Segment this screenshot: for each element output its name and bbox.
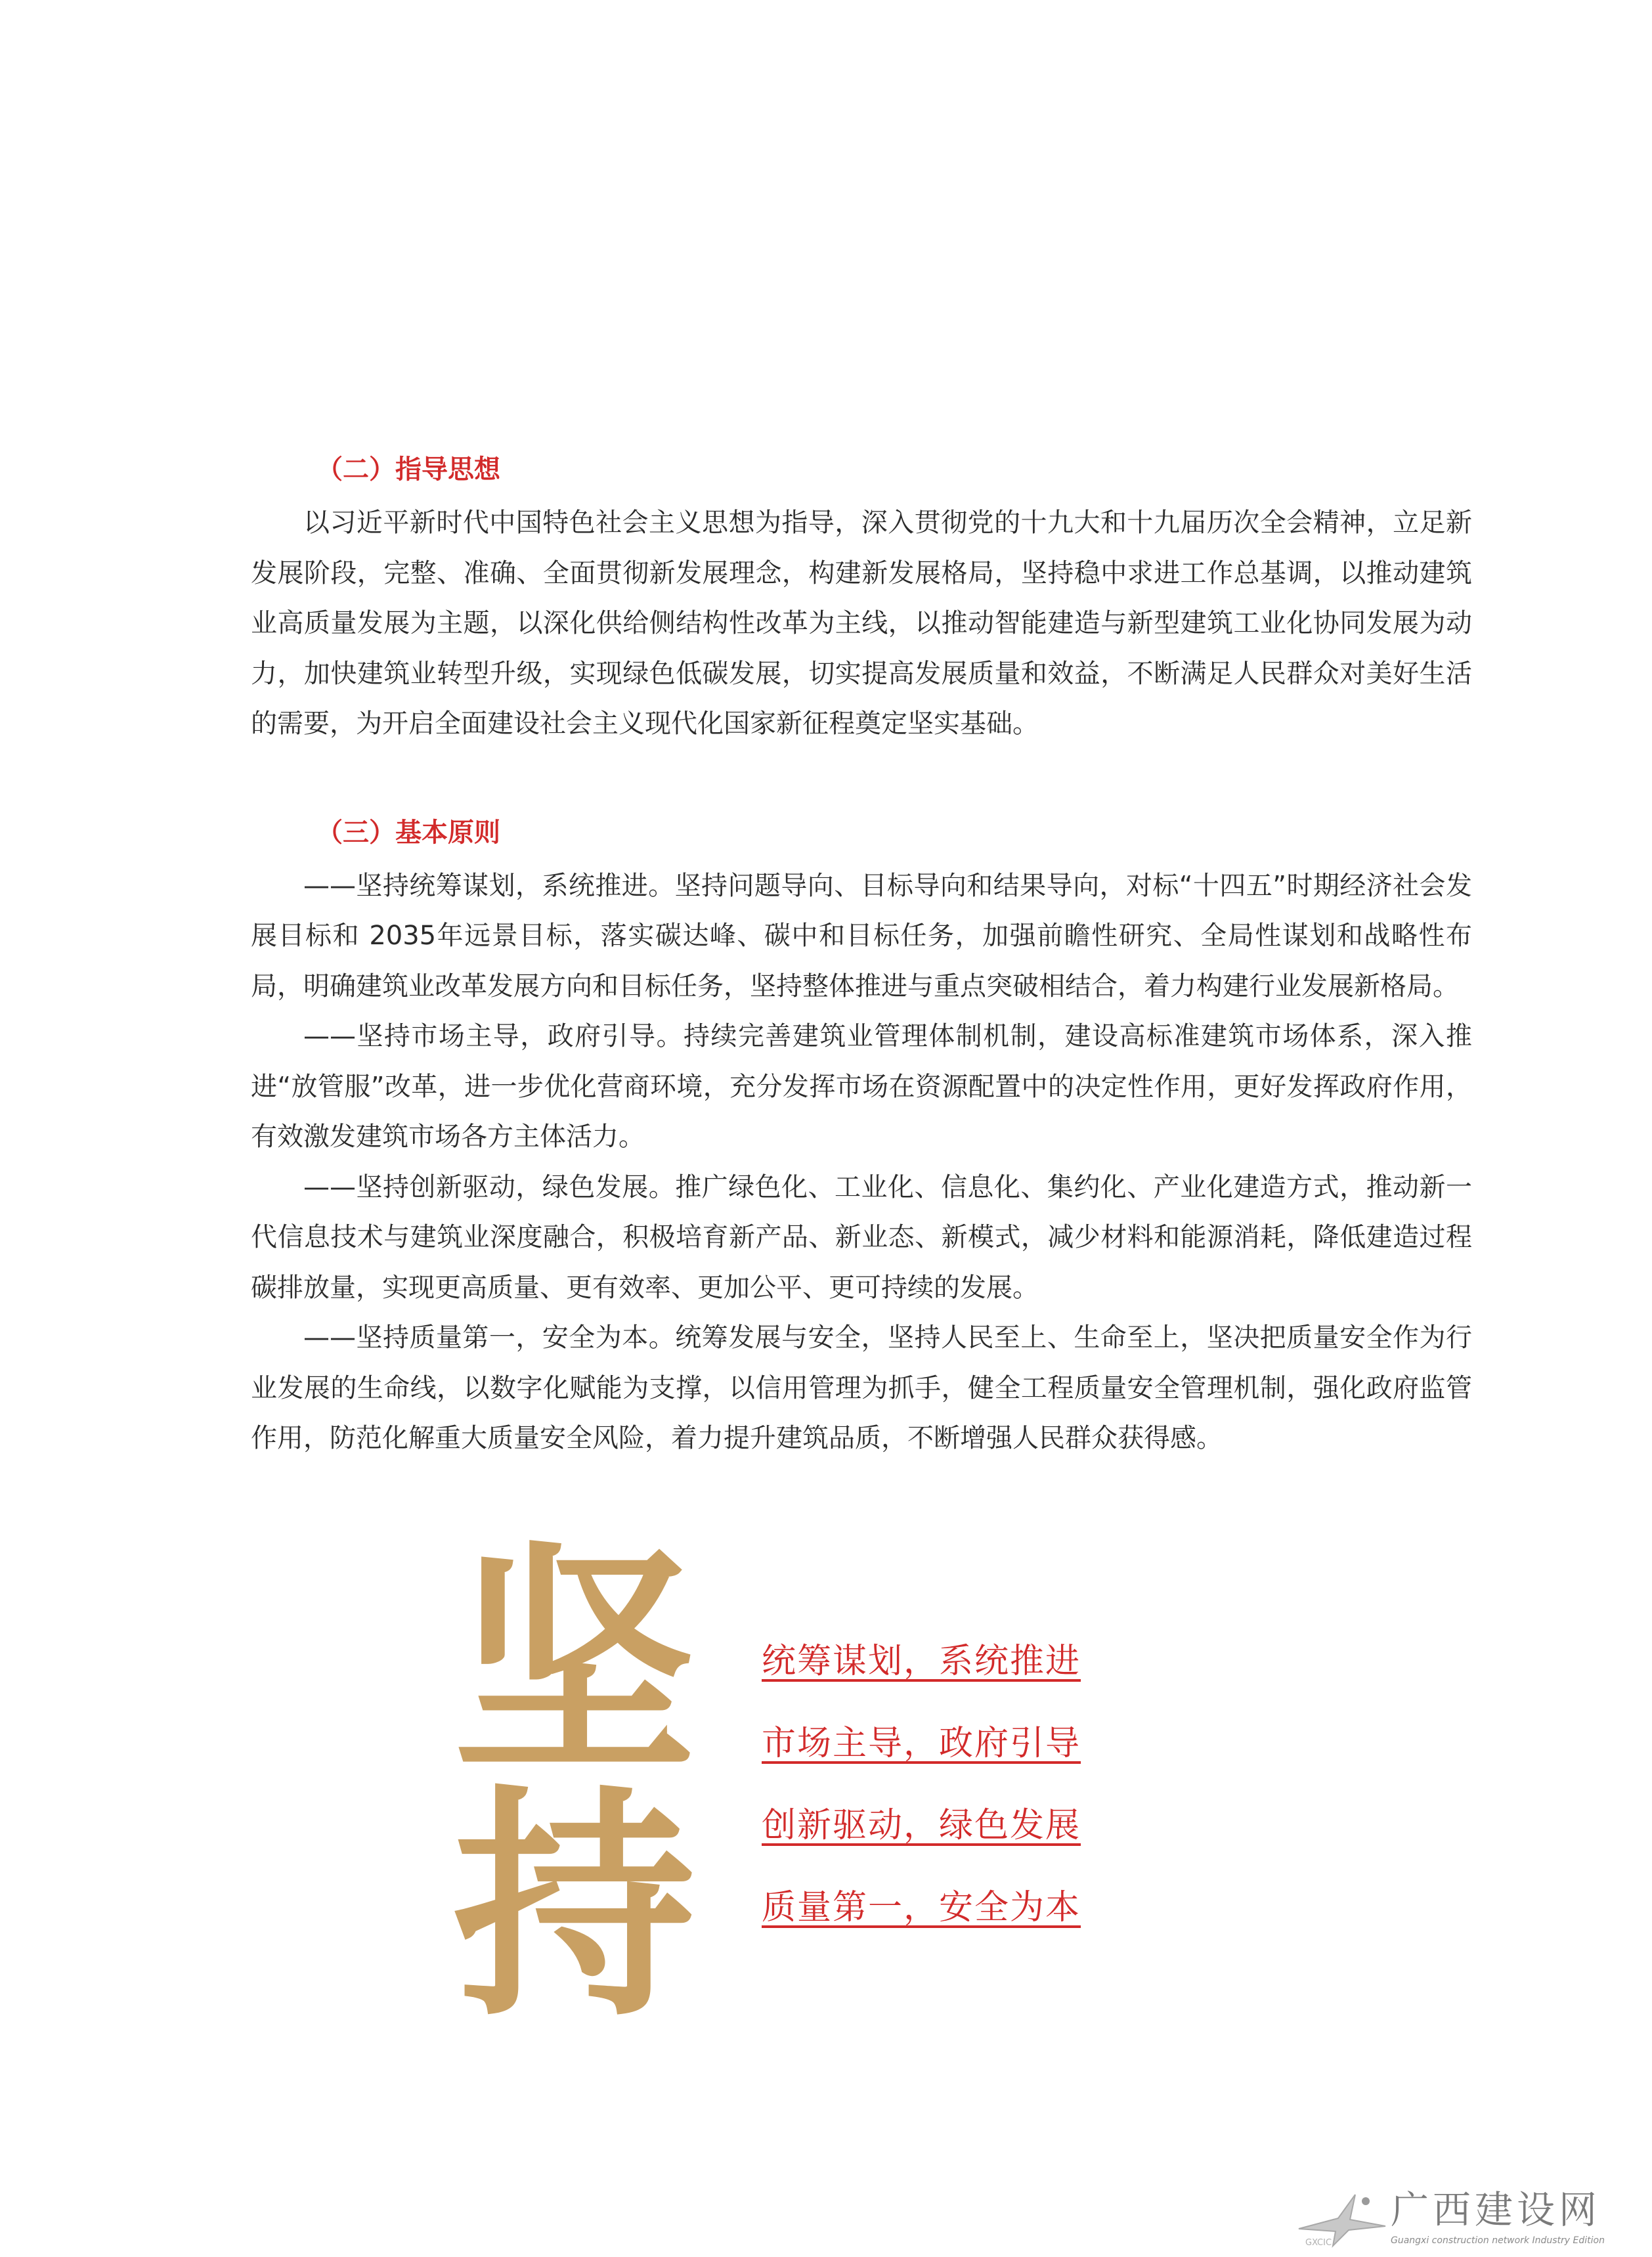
- big-character-chi: 持: [453, 1766, 696, 2049]
- big-character-jian: 坚: [453, 1523, 696, 1806]
- document-body: [251, 447, 1472, 1464]
- slogan-4: 质量第一，安全为本: [762, 1888, 1081, 1927]
- logo-ghost-text: GXCIC: [1305, 2238, 1332, 2248]
- site-logo: [1292, 2187, 1634, 2255]
- principle-paragraph-3: ——坚持创新驱动，绿色发展。推广绿色化、工业化、信息化、集约化、产业化建造方式，推动新一代信息技术与建筑业深度融合，积极培育新产品、新业态、新模式，减少材料和能源消耗，降低建造过程碳排放量，实现更高质量、更有效率、更加公平、更可持续的发展。: [251, 1172, 1472, 1303]
- principle-paragraph-1: ——坚持统筹谋划，系统推进。坚持问题导向、目标导向和结果导向，对标“十四五”时期经济社会发展目标和 2035年远景目标，落实碳达峰、碳中和目标任务，加强前瞻性研究、全局性谋划和战略性布局，明确建筑业改革发展方向和目标任务，坚持整体推进与重点突破相结合，着力构建行业发展新格局。: [251, 870, 1472, 1001]
- slogan-2: 市场主导，政府引导: [762, 1724, 1081, 1763]
- section-heading-basic-principles: （三）基本原则: [316, 816, 500, 848]
- logo-title: 广西建设网: [1391, 2187, 1601, 2232]
- slogan-1: 统筹谋划，系统推进: [762, 1642, 1081, 1681]
- principle-paragraph-2: ——坚持市场主导，政府引导。持续完善建筑业管理体制机制，建设高标准建筑市场体系，深入推进“放管服”改革，进一步优化营商环境，充分发挥市场在资源配置中的决定性作用，更好发挥政府作用，有效激发建筑市场各方主体活力。: [251, 1021, 1472, 1152]
- slogan-3: 创新驱动，绿色发展: [762, 1806, 1081, 1845]
- section-heading-guiding-ideology: （二）指导思想: [316, 454, 500, 485]
- principle-paragraph-4: ——坚持质量第一，安全为本。统筹发展与安全，坚持人民至上、生命至上，坚决把质量安全作为行业发展的生命线，以数字化赋能为支撑，以信用管理为抓手，健全工程质量安全管理机制，强化政府监管作用，防范化解重大质量安全风险，着力提升建筑品质，不断增强人民群众获得感。: [251, 1323, 1472, 1453]
- guiding-ideology-paragraph: 以习近平新时代中国特色社会主义思想为指导，深入贯彻党的十九大和十九届历次全会精神，立足新发展阶段，完整、准确、全面贯彻新发展理念，构建新发展格局，坚持稳中求进工作总基调，以推动建筑业高质量发展为主题，以深化供给侧结构性改革为主线，以推动智能建造与新型建筑工业化协同发展为动力，加快建筑业转型升级，实现绿色低碳发展，切实提高发展质量和效益，不断满足人民群众对美好生活的需要，为开启全面建设社会主义现代化国家新征程奠定坚实基础。: [251, 508, 1472, 739]
- slogan-list: [762, 1642, 1081, 1970]
- logo-subtitle: Guangxi construction network Industry Edition: [1391, 2235, 1605, 2246]
